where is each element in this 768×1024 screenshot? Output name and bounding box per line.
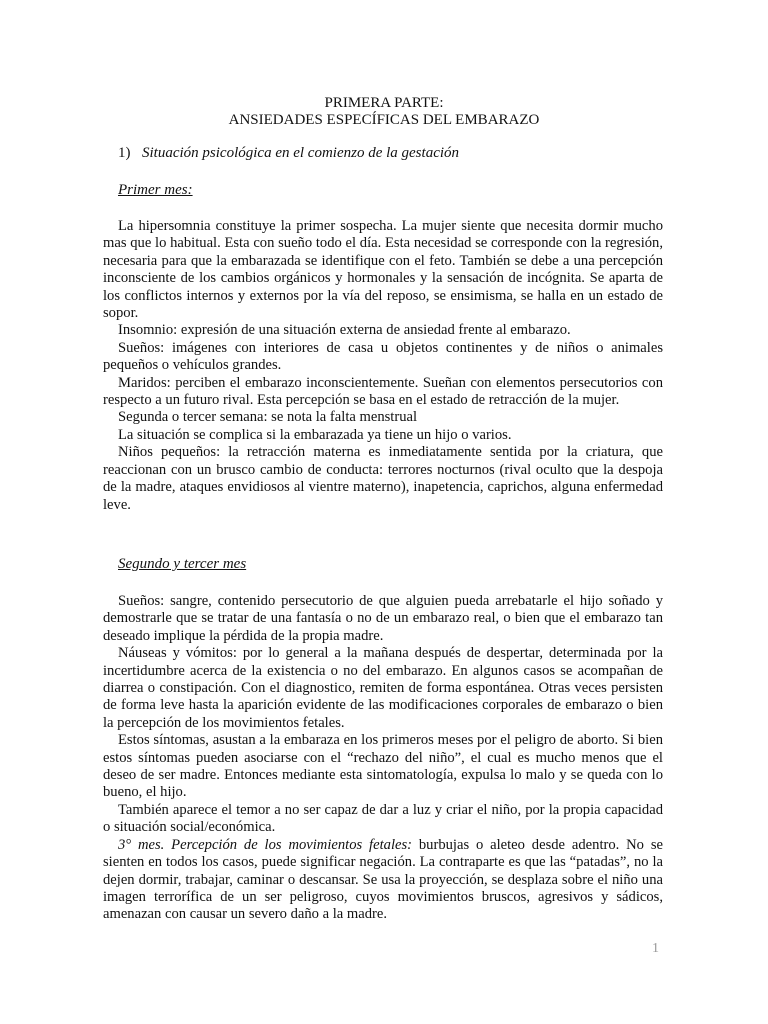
chapter-title: ANSIEDADES ESPECÍFICAS DEL EMBARAZO [228,112,540,128]
section-title: Situación psicológica en el comienzo de la gestación [142,145,460,161]
paragraph: Insomnio: expresión de una situación externa de ansiedad frente al embarazo. [118,322,571,339]
section-number: 1) [118,145,131,161]
paragraph: Niños pequeños: la retracción materna es inmediatamente sentida por la criatura, que reaccionan con un brusco cambio de conducta: terrores nocturnos (rival oculto que la despoja de la madre, ataques envidiosos al vientre materno), inapetencia, caprichos, alguna enfermedad leve. [103,444,663,513]
paragraph: Sueños: imágenes con interiores de casa u objetos continentes y de niños o animales pequeños o vehículos grandes. [103,339,663,374]
paragraph-fetal-movements [103,837,663,924]
first-month-text [103,218,663,514]
subheading-first-month: Primer mes: [118,182,193,198]
fetal-movements-text: burbujas o aleteo desde adentro. No se sienten en todos los casos, puede significar negación. La contraparte es que las “patadas”, no la dejen dormir, trabajar, caminar o descansar. Se usa la proyección, se desplaza sobre el niño una imagen terrorífica de un ser peligroso, cuyos movimientos bruscos, agresivos y sádicos, amenazan con causar un severo daño a la madre. [103,836,663,923]
paragraph: Maridos: perciben el embarazo inconscientemente. Sueñan con elementos persecutorios con respecto a un futuro rival. Esta percepción se basa en el estado de retracción de la mujer. [103,374,663,409]
fetal-movements-label: 3° mes. Percepción de los movimientos fetales: [118,836,413,853]
section-heading [118,145,459,162]
second-third-month-text [103,593,663,924]
part-title: PRIMERA PARTE: [324,95,444,111]
subheading-second-third-month: Segundo y tercer mes [118,556,247,572]
paragraph: También aparece el temor a no ser capaz de dar a luz y criar el niño, por la propia capacidad o situación social/económica. [103,801,663,836]
paragraph: Estos síntomas, asustan a la embaraza en los primeros meses por el peligro de aborto. Si bien estos síntomas pueden asociarse con el “rechazo del niño”, el cual es mucho menos que el deseo de ser madre. Entonces mediante esta sintomatología, expulsa lo malo y se queda con lo bueno, el hijo. [103,732,663,801]
paragraph: La situación se complica si la embarazada ya tiene un hijo o varios. [118,426,512,443]
paragraph: La hipersomnia constituye la primer sospecha. La mujer siente que necesita dormir mucho mas que lo habitual. Esta con sueño todo el día. Esta necesidad se corresponde con la regresión, necesaria para que la embarazada se identifique con el feto. También se debe a una percepción inconsciente de los cambios orgánicos y hormonales y la sensación de incógnita. Se aparta de los conflictos internos y externos por la vía del reposo, se ensimisma, se halla en un estado de sopor. [103,218,663,322]
paragraph: Segunda o tercer semana: se nota la falta menstrual [118,409,418,426]
paragraph: Sueños: sangre, contenido persecutorio de que alguien pueda arrebatarle el hijo soñado y demostrarle que se tratar de una fantasía o no de un embarazo real, o bien que el embarazo tan deseado implique la pérdida de la propia madre. [103,593,663,644]
paragraph: Náuseas y vómitos: por lo general a la mañana después de despertar, determinada por la incertidumbre acerca de la existencia o no del embarazo. En algunos casos se acompañan de diarrea o constipación. Con el diagnostico, remiten de forma espontánea. Otras veces persisten de forma leve hasta la aparición evidente de las modificaciones corporales de embarazo o bien la percepción de los movimientos fetales. [103,645,663,731]
page-number: 1 [652,941,659,956]
